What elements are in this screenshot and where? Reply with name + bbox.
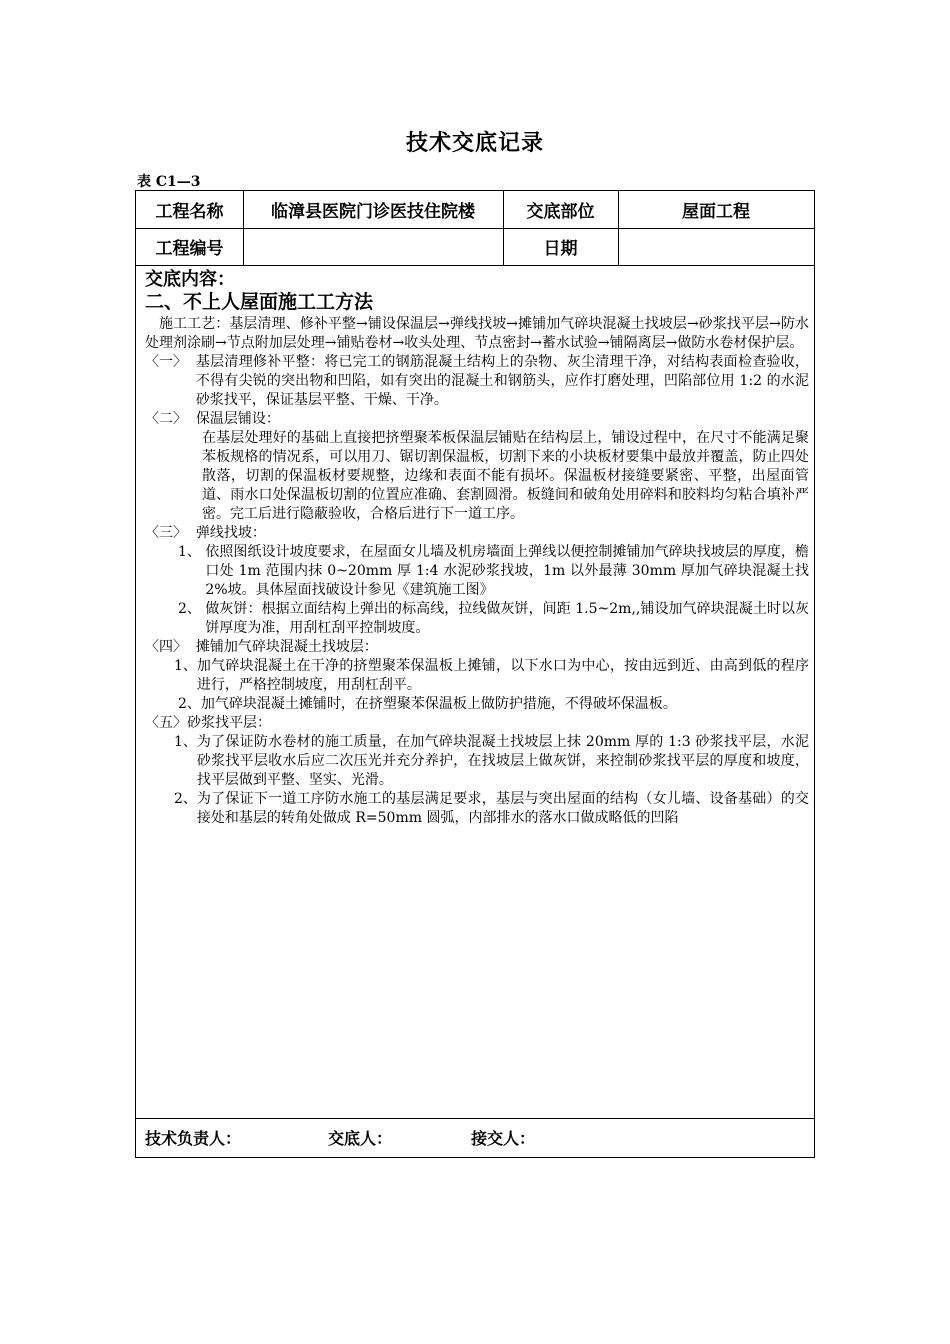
form-number: 表 C1—3 bbox=[137, 174, 201, 190]
subsection-three bbox=[145, 524, 809, 543]
list-text: 加气碎块混凝土摊铺时，在挤塑聚苯保温板上做防护措施，不得破坏保温板。 bbox=[200, 696, 677, 712]
list-marker: 1、 bbox=[174, 734, 197, 750]
list-text: 加气碎块混凝土在干净的挤塑聚苯保温板上摊铺，以下水口为中心，按由远到近、由高到低的程序进行，严格控制坡度，用刮杠刮平。 bbox=[196, 658, 809, 693]
project-number-value bbox=[243, 228, 503, 265]
date-label: 日期 bbox=[543, 239, 578, 259]
subsection-title: 保温层铺设： bbox=[195, 411, 280, 427]
subsection-title: 弹线找坡： bbox=[195, 525, 266, 541]
subsection-title: 摊铺加气碎块混凝土找坡层： bbox=[195, 639, 378, 655]
content-heading: 交底内容： bbox=[145, 269, 235, 290]
subsection-marker: 〈二〉 bbox=[145, 411, 196, 427]
subsection-text: 在基层处理好的基础上直接把挤塑聚苯板保温层铺贴在结构层上，铺设过程中，在尺寸不能满足聚苯板规格的情况系，可以用刀、锯切割保温板，切割下来的小块板材要集中最放并覆盖，防止四处散落，切割的保温板材要规整，边缘和表面不能有损坏。保温板材接缝要紧密、平整，出屋面管道、雨水口处保温板切割的位置应准确、套割圆滑。板缝间和破角处用碎料和胶料均匀粘合填补严密。完工后进行隐蔽验收，合格后进行下一道工序。 bbox=[202, 430, 809, 522]
subsection-four bbox=[145, 638, 809, 657]
project-number-label: 工程编号 bbox=[155, 239, 224, 259]
location-value: 屋面工程 bbox=[682, 202, 750, 222]
subsection-five bbox=[145, 714, 809, 733]
section-title: 二、不上人屋面施工工方法 bbox=[145, 291, 374, 313]
list-marker: 2、 bbox=[178, 601, 206, 617]
row-divider bbox=[136, 265, 814, 266]
disclosure-content bbox=[145, 269, 809, 828]
date-value bbox=[618, 228, 814, 265]
subsection-marker: 〈五〉 bbox=[145, 715, 187, 731]
list-item bbox=[145, 657, 809, 695]
subsection-marker: 〈三〉 bbox=[145, 525, 196, 541]
subsection-title: 砂浆找平层： bbox=[187, 715, 271, 731]
list-text: 为了保证防水卷材的施工质量，在加气碎块混凝土找坡层上抹 20mm 厚的 1:3 砂浆找平层，水泥砂浆找平层收水后应二次压光并充分养护，在找坡层上做灰饼，来控制砂浆找平层的厚度和坡度，找平层做到平整、坚实、光滑。 bbox=[196, 734, 809, 788]
subsection-one bbox=[145, 353, 809, 410]
list-text: 为了保证下一道工序防水施工的基层满足要求，基层与突出屋面的结构（女儿墙、设备基础）的交接处和基层的转角处做成 R=50mm 圆弧，内部排水的落水口做成略低的凹陷 bbox=[196, 791, 809, 826]
list-item bbox=[145, 790, 809, 828]
signature-divider bbox=[136, 1118, 814, 1119]
list-text: 做灰饼：根据立面结构上弹出的标高线，拉线做灰饼，间距 1.5~2m,,铺设加气碎块混凝土时以灰饼厚度为准，用刮杠刮平控制坡度。 bbox=[205, 601, 809, 636]
location-label: 交底部位 bbox=[526, 202, 595, 222]
list-item bbox=[145, 695, 809, 714]
project-name-label: 工程名称 bbox=[155, 202, 224, 222]
list-item bbox=[145, 600, 809, 638]
subsection-marker: 〈四〉 bbox=[145, 639, 196, 655]
project-name-value: 临漳县医院门诊医技住院楼 bbox=[271, 202, 475, 222]
document-title: 技术交底记录 bbox=[405, 131, 544, 156]
disclosure-record-table bbox=[135, 190, 815, 1158]
list-marker: 2、 bbox=[174, 791, 197, 807]
subsection-two bbox=[145, 410, 809, 429]
list-marker: 2、 bbox=[178, 696, 201, 712]
tech-lead-label: 技术负责人： bbox=[145, 1129, 242, 1148]
receiver-label: 接交人： bbox=[471, 1129, 536, 1148]
discloser-label: 交底人： bbox=[328, 1129, 393, 1148]
process-intro: 施工工艺：基层清理、修补平整→铺设保温层→弹线找坡→摊铺加气碎块混凝土找坡层→砂浆找平层→防水处理剂涂刷→节点附加层处理→铺贴卷材→收头处理、节点密封→蓄水试验→铺隔离层→做防水卷材保护层。 bbox=[145, 316, 809, 351]
list-marker: 1、 bbox=[178, 544, 206, 560]
list-text: 依照图纸设计坡度要求，在屋面女儿墙及机房墙面上弹线以便控制摊铺加气碎块找坡层的厚度，檐口处 1m 范围内抹 0~20mm 厚 1:4 水泥砂浆找坡，1m 以外最薄 30mm 厚加气碎块混凝土找 2%坡。具体屋面找破设计参见《建筑施工图》 bbox=[205, 544, 809, 598]
list-marker: 1、 bbox=[174, 658, 197, 674]
subsection-text: 基层清理修补平整：将已完工的钢筋混凝土结构上的杂物、灰尘清理干净，对结构表面检查验收，不得有尖锐的突出物和凹陷，如有突出的混凝土和钢筋头，应作打磨处理，凹陷部位用 1:2 的水泥砂浆找平，保证基层平整、干燥、干净。 bbox=[195, 354, 809, 408]
list-item bbox=[145, 733, 809, 790]
subsection-marker: 〈一〉 bbox=[145, 354, 196, 370]
list-item bbox=[145, 543, 809, 600]
